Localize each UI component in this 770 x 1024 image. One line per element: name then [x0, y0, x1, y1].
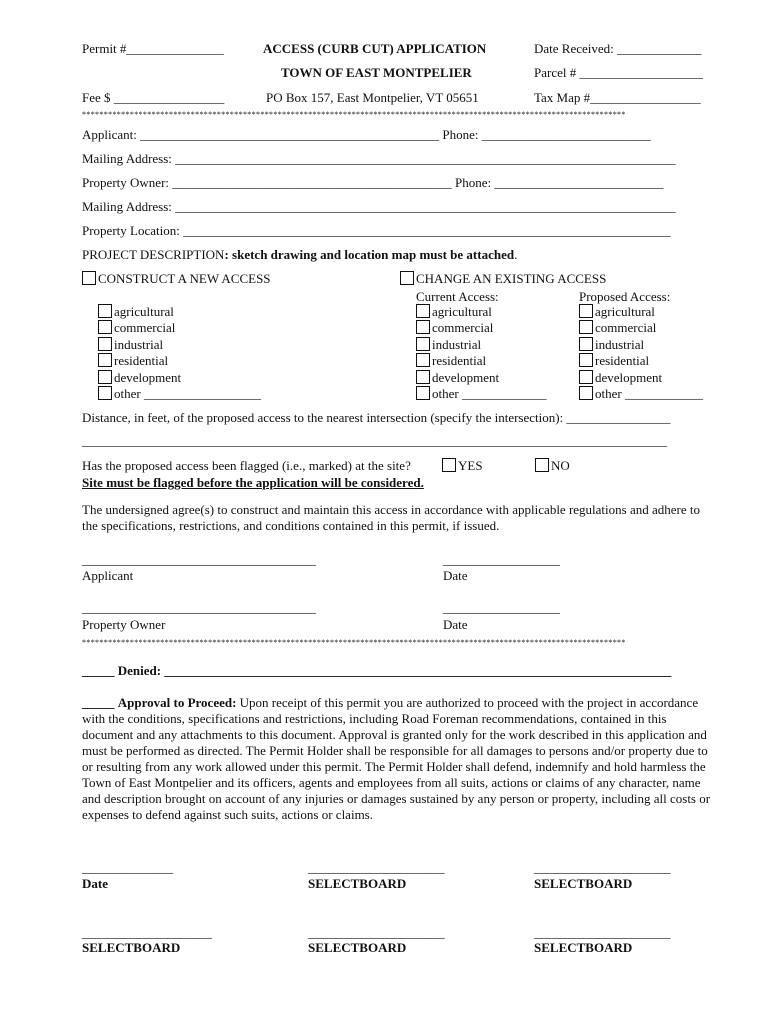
flagged-question: Has the proposed access been flagged (i.e., marked) at the site? [82, 458, 411, 473]
checkbox[interactable] [416, 304, 430, 318]
current-access-options [416, 304, 546, 402]
town-address: PO Box 157, East Montpelier, VT 05651 [266, 90, 479, 105]
no-checkbox[interactable] [535, 458, 549, 472]
proposed-option-other[interactable]: other ____________ [579, 386, 703, 402]
checkbox[interactable] [416, 337, 430, 351]
checkbox[interactable] [579, 337, 593, 351]
change-existing-access-option[interactable] [400, 271, 606, 287]
proposed-option-residential[interactable]: residential [579, 353, 703, 369]
selectboard-label-5: SELECTBOARD [534, 940, 633, 955]
date-received-field[interactable]: Date Received: _____________ [534, 41, 702, 56]
denied-row [82, 663, 671, 679]
checkbox[interactable] [98, 337, 112, 351]
project-description-colon: : [224, 247, 229, 262]
selectboard-label-2: SELECTBOARD [534, 876, 633, 891]
current-access-heading: Current Access: [416, 289, 499, 304]
new-option-other[interactable]: other __________________ [98, 386, 261, 402]
tax-map-field[interactable]: Tax Map #_________________ [534, 90, 701, 105]
flagged-yes-option[interactable]: YES [442, 458, 483, 474]
applicant-signature-line[interactable]: ____________________________________ [82, 552, 316, 567]
current-option-commercial[interactable]: commercial [416, 320, 546, 336]
project-description-heading [82, 247, 517, 263]
fee-field[interactable]: Fee $ _________________ [82, 90, 225, 105]
current-option-residential[interactable]: residential [416, 353, 546, 369]
owner-date-label: Date [443, 617, 468, 632]
selectboard-label-4: SELECTBOARD [308, 940, 407, 955]
owner-mailing-address-field[interactable]: Mailing Address: _____________________________________________________________________________ [82, 199, 676, 214]
proposed-option-development[interactable]: development [579, 370, 703, 386]
current-option-industrial[interactable]: industrial [416, 337, 546, 353]
parcel-field[interactable]: Parcel # ___________________ [534, 65, 703, 80]
new-option-development[interactable]: development [98, 370, 261, 386]
change-existing-checkbox[interactable] [400, 271, 414, 285]
flagged-question-row [82, 458, 411, 474]
agreement-text: The undersigned agree(s) to construct and maintain this access in accordance with applicable regulations and adhere to the specifications, restrictions, and conditions contained in this permit, if issued. [82, 502, 700, 533]
property-owner-field[interactable]: Property Owner: ___________________________________________ Phone: __________________________ [82, 175, 664, 190]
selectboard-signature-line-1[interactable]: _____________________ [308, 860, 445, 875]
selectboard-signature-line-3[interactable]: ____________________ [82, 925, 212, 940]
checkbox[interactable] [579, 353, 593, 367]
construct-new-access-option[interactable] [82, 271, 271, 287]
construct-new-checkbox[interactable] [82, 271, 96, 285]
selectboard-signature-line-5[interactable]: _____________________ [534, 925, 671, 940]
distance-continuation-line[interactable]: __________________________________________________________________________________________ [82, 433, 667, 448]
approval-text: Upon receipt of this permit you are authorized to proceed with the project in accordance with the conditions, specifications and restrictions, including Road Foreman recommendations, contained in this document and any attachments to this document. Approval is granted only for the work described in this application and must be performed as directed. The Permit Holder shall be responsible for all damages to persons and/or property due to or resulting from any work allowed under this permit. The Permit Holder shall defend, indemnify and hold harmless the Town of East Montpelier and its officers, agents and employees from all suits, actions or claims of any character, name and description brought on account of any injuries or damages sustained by any person or property, including all costs or expenses to defend against such suits, actions or claims. [82, 695, 711, 822]
checkbox[interactable] [98, 304, 112, 318]
approval-label: Approval to Proceed: [117, 695, 237, 710]
project-description-period: . [514, 247, 518, 262]
property-location-field[interactable]: Property Location: ___________________________________________________________________________ [82, 223, 671, 238]
owner-signature-line[interactable]: ____________________________________ [82, 600, 316, 615]
mailing-address-field[interactable]: Mailing Address: _____________________________________________________________________________ [82, 151, 676, 166]
denied-label: Denied: [117, 663, 162, 678]
denied-blank[interactable]: _____ [82, 663, 115, 678]
approval-blank[interactable]: _____ [82, 695, 115, 710]
applicant-date-label: Date [443, 568, 468, 583]
denied-line[interactable]: ______________________________________________________________________________ [164, 663, 672, 678]
proposed-option-agricultural[interactable]: agricultural [579, 304, 703, 320]
proposed-option-industrial[interactable]: industrial [579, 337, 703, 353]
new-option-industrial[interactable]: industrial [98, 337, 261, 353]
board-date-label: Date [82, 876, 108, 891]
separator-bottom: ***************************************************************************************************************************** [82, 638, 626, 647]
checkbox[interactable] [98, 353, 112, 367]
new-access-options [98, 304, 261, 402]
applicant-signature-label: Applicant [82, 568, 134, 583]
checkbox[interactable] [579, 304, 593, 318]
selectboard-label-1: SELECTBOARD [308, 876, 407, 891]
checkbox[interactable] [579, 370, 593, 384]
town-name: TOWN OF EAST MONTPELIER [281, 65, 472, 80]
construct-new-label: CONSTRUCT A NEW ACCESS [98, 271, 271, 286]
proposed-access-options [579, 304, 703, 402]
owner-date-line[interactable]: __________________ [443, 600, 560, 615]
form-title: ACCESS (CURB CUT) APPLICATION [263, 41, 487, 56]
permit-number-field[interactable]: Permit #_______________ [82, 41, 224, 56]
separator-top: ***************************************************************************************************************************** [82, 110, 626, 119]
current-option-agricultural[interactable]: agricultural [416, 304, 546, 320]
checkbox[interactable] [416, 370, 430, 384]
checkbox[interactable] [98, 320, 112, 334]
approval-paragraph [82, 695, 718, 823]
flagged-notice: Site must be flagged before the application will be considered. [82, 475, 424, 490]
proposed-option-commercial[interactable]: commercial [579, 320, 703, 336]
project-description-instruction: sketch drawing and location map must be attached [232, 247, 515, 262]
new-option-commercial[interactable]: commercial [98, 320, 261, 336]
current-option-development[interactable]: development [416, 370, 546, 386]
new-option-agricultural[interactable]: agricultural [98, 304, 261, 320]
owner-signature-label: Property Owner [82, 617, 166, 632]
selectboard-signature-line-4[interactable]: _____________________ [308, 925, 445, 940]
checkbox[interactable] [579, 386, 593, 400]
yes-checkbox[interactable] [442, 458, 456, 472]
checkbox[interactable] [98, 370, 112, 384]
flagged-no-option[interactable]: NO [535, 458, 570, 474]
checkbox[interactable] [416, 386, 430, 400]
checkbox[interactable] [416, 320, 430, 334]
distance-field[interactable]: Distance, in feet, of the proposed access to the nearest intersection (specify the intersection): ________________ [82, 410, 671, 425]
board-date-line[interactable]: ______________ [82, 860, 173, 875]
current-option-other[interactable]: other _____________ [416, 386, 546, 402]
checkbox[interactable] [579, 320, 593, 334]
applicant-field[interactable]: Applicant: ______________________________________________ Phone: __________________________ [82, 127, 651, 142]
project-description-label: PROJECT DESCRIPTION [82, 247, 225, 262]
new-option-residential[interactable]: residential [98, 353, 261, 369]
selectboard-signature-line-2[interactable]: _____________________ [534, 860, 671, 875]
proposed-access-heading: Proposed Access: [579, 289, 671, 304]
selectboard-label-3: SELECTBOARD [82, 940, 181, 955]
checkbox[interactable] [416, 353, 430, 367]
change-existing-label: CHANGE AN EXISTING ACCESS [416, 271, 607, 286]
checkbox[interactable] [98, 386, 112, 400]
applicant-date-line[interactable]: __________________ [443, 552, 560, 567]
